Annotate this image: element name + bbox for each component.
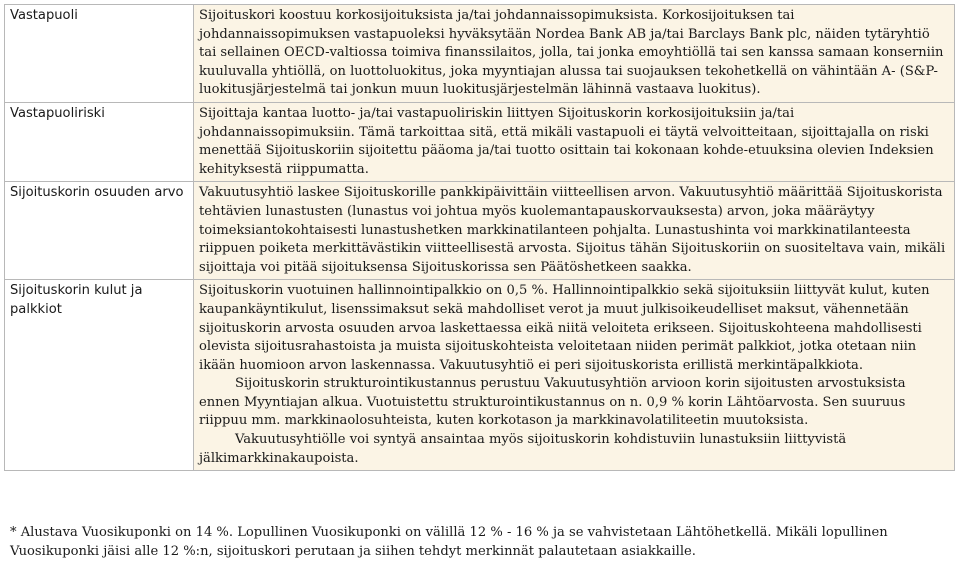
table-row (5, 5, 955, 103)
paragraph: Sijoituskori koostuu korkosijoituksista ja/tai johdannaissopimuksista. Korkosijoituksen tai johdannaissopimuksen vastapuoleksi hyväksytään Nordea Bank AB ja/tai Barclays Bank plc, näiden tytäryhtiö tai sellainen OECD-valtiossa toimiva finanssilaitos, jolla, tai jonka emoyhtiöllä tai sen kanssa samaan konserniin kuuluvalla yhtiöllä, on luottoluokitus, joka myyntiajan alussa tai suojauksen tekohetkellä on vähintään A- (S&P-luokitusjärjestelmä tai jonkun muun luokitusjärjestelmän lähinnä vastaava luokitus). (199, 8, 944, 98)
row-label: Sijoituskorin osuuden arvo (5, 182, 194, 280)
row-value (194, 182, 955, 280)
row-value (194, 280, 955, 471)
row-label: Sijoituskorin kulut ja palkkiot (5, 280, 194, 471)
paragraph: Vakuutusyhtiölle voi syntyä ansaintaa myös sijoituskorin kohdistuviin lunastuksiin liittyvistä jälkimarkkinakaupoista. (199, 432, 847, 466)
row-value (194, 5, 955, 103)
paragraph: Sijoituskorin strukturointikustannus perustuu Vakuutusyhtiön arvioon korin sijoitusten arvostuksista ennen Myyntiajan alkua. Vuotuistettu strukturointikustannus on n. 0,9 % korin Lähtöarvosta. Sen suuruus riippuu mm. markkinaolosuhteista, kuten korkotason ja markkinavolatiliteetin muutoksista. (199, 376, 906, 429)
row-label: Vastapuoli (5, 5, 194, 103)
table-row (5, 102, 955, 181)
table-row (5, 280, 955, 471)
row-value (194, 102, 955, 181)
table-row (5, 182, 955, 280)
footnote: * Alustava Vuosikuponki on 14 %. Lopullinen Vuosikuponki on välillä 12 % - 16 % ja se vahvistetaan Lähtöhetkellä. Mikäli lopullinen Vuosikuponki jäisi alle 12 %:n, sijoituskori perutaan ja siihen tehdyt merkinnät palautetaan asiakkaille. (10, 525, 888, 559)
paragraph: Sijoittaja kantaa luotto- ja/tai vastapuoliriskin liittyen Sijoituskorin korkosijoituksiin ja/tai johdannaissopimuksiin. Tämä tarkoittaa sitä, että mikäli vastapuoli ei täytä velvoitteitaan, sijoittajalla on riski menettää Sijoituskoriin sijoitettu pääoma ja/tai tuotto osittain tai kokonaan kohde-etuuksina olevien Indeksien kehityksestä riippumatta. (199, 105, 934, 177)
row-label: Vastapuoliriski (5, 102, 194, 181)
paragraph: Vakuutusyhtiö laskee Sijoituskorille pankkipäivittäin viitteellisen arvon. Vakuutusyhtiö määrittää Sijoituskorista tehtävien lunastusten (lunastus voi johtua myös kuolemantapauskorvauksesta) arvon, joka määräytyy toimeksiantokohtaisesti lunastushetken markkinatilanteen pohjalta. Lunastushinta voi markkinatilanteesta riippuen poiketa merkittävästikin viitteellisestä arvosta. Sijoitus tähän Sijoituskoriin on suositeltava vain, mikäli sijoittaja voi pitää sijoituksensa Sijoituskorissa sen Päätöshetkeen saakka. (199, 185, 946, 275)
paragraph: Sijoituskorin vuotuinen hallinnointipalkkio on 0,5 %. Hallinnointipalkkio sekä sijoituksiin liittyvät kulut, kuten kaupankäyntikulut, lisenssimaksut sekä mahdolliset verot ja muut julkisoikeudelliset maksut, vähennetään sijoituskorin arvosta osuuden arvoa laskettaessa eikä niitä veloiteta erikseen. Sijoituskohteena mahdollisesti olevista sijoitusrahastoista ja muista sijoituskohteista veloitetaan niiden perimät palkkiot, jotka otetaan niin ikään huomioon arvon laskennassa. Vakuutusyhtiö ei peri sijoituskorista erillistä merkintäpalkkiota. (199, 283, 930, 373)
terms-table (4, 4, 955, 471)
